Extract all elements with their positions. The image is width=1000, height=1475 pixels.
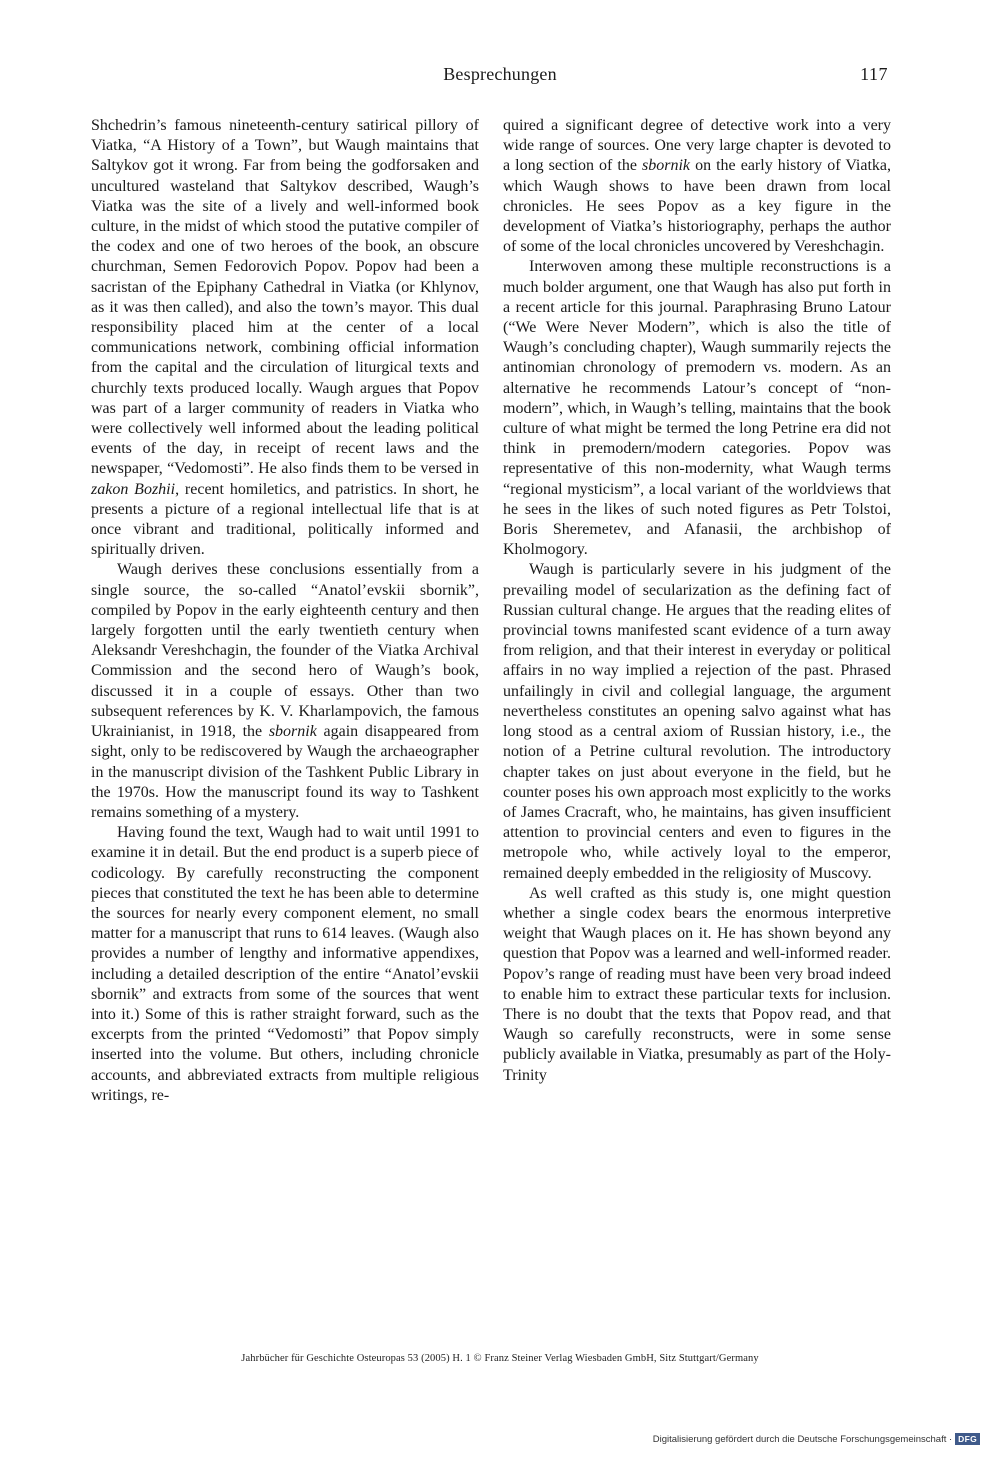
paragraph [91, 116, 479, 560]
paragraph: As well crafted as this study is, one might question whether a single codex bears the enormous interpretive weight that Waugh places on it. He has shown beyond any question that Popov was a learned and well-informed reader. Popov’s range of reading must have been very broad indeed to enable him to extract these particular texts for inclusion. There is no doubt that the texts that Popov read, and that Waugh so carefully reconstructs, were in some sense publicly available in Viatka, presumably as part of the Holy-Trinity [503, 884, 891, 1084]
dfg-logo-icon: DFG [955, 1433, 980, 1445]
italic-term: sbornik [268, 723, 317, 741]
paragraph-text: Shchedrin’s famous nineteenth-century satirical pillory of Viatka, “A History of a Town”, but Waugh maintains that Saltykov got it wrong. Far from being the godforsaken and uncultured wasteland that Saltykov described, Waugh’s Viatka was the site of a lively and well-informed book culture, in the midst of which stood the putative compiler of the codex and one of two heroes of the book, an obscure churchman, Semen Fedorovich Popov. Popov had been a sacristan of the Epiphany Cathedral in Viatka (or Khlynov, as it was then called), and also the town’s mayor. This dual responsibility placed him at the center of a local communications network, combining official information from the capital and the circulation of liturgical texts and churchly texts produced locally. Waugh argues that Popov was part of a larger community of readers in Viatka who were collectively well informed about the leading political events of the day, in receipt of recent laws and the newspaper, “Vedomosti”. He also finds them to be versed in [91, 117, 479, 478]
paragraph-text: quired a significant degree of detective work into a very wide range of sources. One very large chapter is devoted to a long section of the [503, 117, 891, 175]
paragraph-text: , recent homiletics, and patristics. In short, he presents a picture of a regional intellectual life that is at once vibrant and traditional, politically informed and spiritually driven. [91, 480, 479, 559]
journal-citation-footer: Jahrbücher für Geschichte Osteuropas 53 (2005) H. 1 © Franz Steiner Verlag Wiesbaden GmbH, Sitz Stuttgart/Germany [241, 1353, 759, 1364]
page-number: 117 [860, 64, 888, 84]
paragraph-text: on the early history of Viatka, which Waugh shows to have been drawn from local chronicles. He sees Popov as a key figure in the development of Viatka’s historiography, perhaps the author of some of the local chronicles uncovered by Vereshchagin. [503, 157, 892, 256]
right-column [503, 116, 891, 1086]
paragraph: Interwoven among these multiple reconstructions is a much bolder argument, one that Waugh has also put forth in a recent article for this journal. Paraphrasing Bruno Latour (“We Were Never Modern”, which is also the title of Waugh’s concluding chapter), Waugh summarily rejects the antinomian chronology of premodern vs. modern. As an alternative he recommends Latour’s concept of “non-modern”, which, in Waugh’s telling, maintains that the book culture of what might be termed the long Petrine era did not think in premodern/modern categories. Popov was representative of this non-modernity, what Waugh terms “regional mysticism”, a local variant of the worldviews that he sees in the likes of such noted figures as Petr Tolstoi, Boris Sheremetev, and Afanasii, the archbishop of Kholmogory. [503, 258, 891, 559]
running-header-title: Besprechungen [443, 64, 557, 84]
digitization-credit [653, 1433, 980, 1445]
left-column [91, 116, 479, 1106]
italic-term: sbornik [642, 157, 691, 175]
paragraph [91, 560, 479, 823]
italic-term: zakon Bozhii [91, 480, 176, 498]
digitization-note: Digitalisierung gefördert durch die Deutsche Forschungsgemeinschaft · [652, 1433, 953, 1445]
paragraph-text: Waugh derives these conclusions essentially from a single source, the so-called “Anatol’evskii sbornik”, compiled by Popov in the early eighteenth century and then largely forgotten until the early twentieth century when Aleksandr Vereshchagin, the founder of the Viatka Archival Commission and the second hero of Waugh’s book, discussed it in a couple of essays. Other than two subsequent references by K. V. Kharlampovich, the famous Ukrainianist, in 1918, the [91, 561, 479, 741]
paragraph: Having found the text, Waugh had to wait until 1991 to examine it in detail. But the end product is a superb piece of codicology. By carefully reconstructing the component pieces that constituted the text he has been able to determine the sources for nearly every component element, no small matter for a manuscript that runs to 614 leaves. (Waugh also provides a number of lengthy and informative appendixes, including a detailed description of the entire “Anatol’evskii sbornik” and extracts from some of the sources that went into it.) Some of this is rather straight forward, such as the excerpts from the printed “Vedomosti” that Popov simply inserted into the volume. But others, including chronicle accounts, and abbreviated extracts from multiple religious writings, re- [91, 824, 479, 1104]
paragraph-text: again disappeared from sight, only to be rediscovered by Waugh the archaeographer in the manuscript division of the Tashkent Public Library in the 1970s. How the manuscript found its way to Tashkent remains something of a mystery. [91, 723, 480, 821]
paragraph [503, 116, 891, 257]
paragraph: Waugh is particularly severe in his judgment of the prevailing model of secularization as the defining fact of Russian cultural change. He argues that the reading elites of provincial towns manifested scant evidence of a turn away from religion, and that their interest in everyday or political affairs in no way implied a rejection of the past. Phrased unfailingly in civil and collegial language, the argument nevertheless constitutes an opening salvo against what has long stood as a central axiom of Russian history, i.e., the notion of a Petrine cultural revolution. The introductory chapter takes on just about everyone in the field, but he counter poses his own approach most explicitly to the works of James Cracraft, who, he maintains, has given insufficient attention to provincial centers and even to figures in the metropole who, while actively loyal to the emperor, remained deeply embedded in the religiosity of Muscovy. [503, 561, 891, 882]
